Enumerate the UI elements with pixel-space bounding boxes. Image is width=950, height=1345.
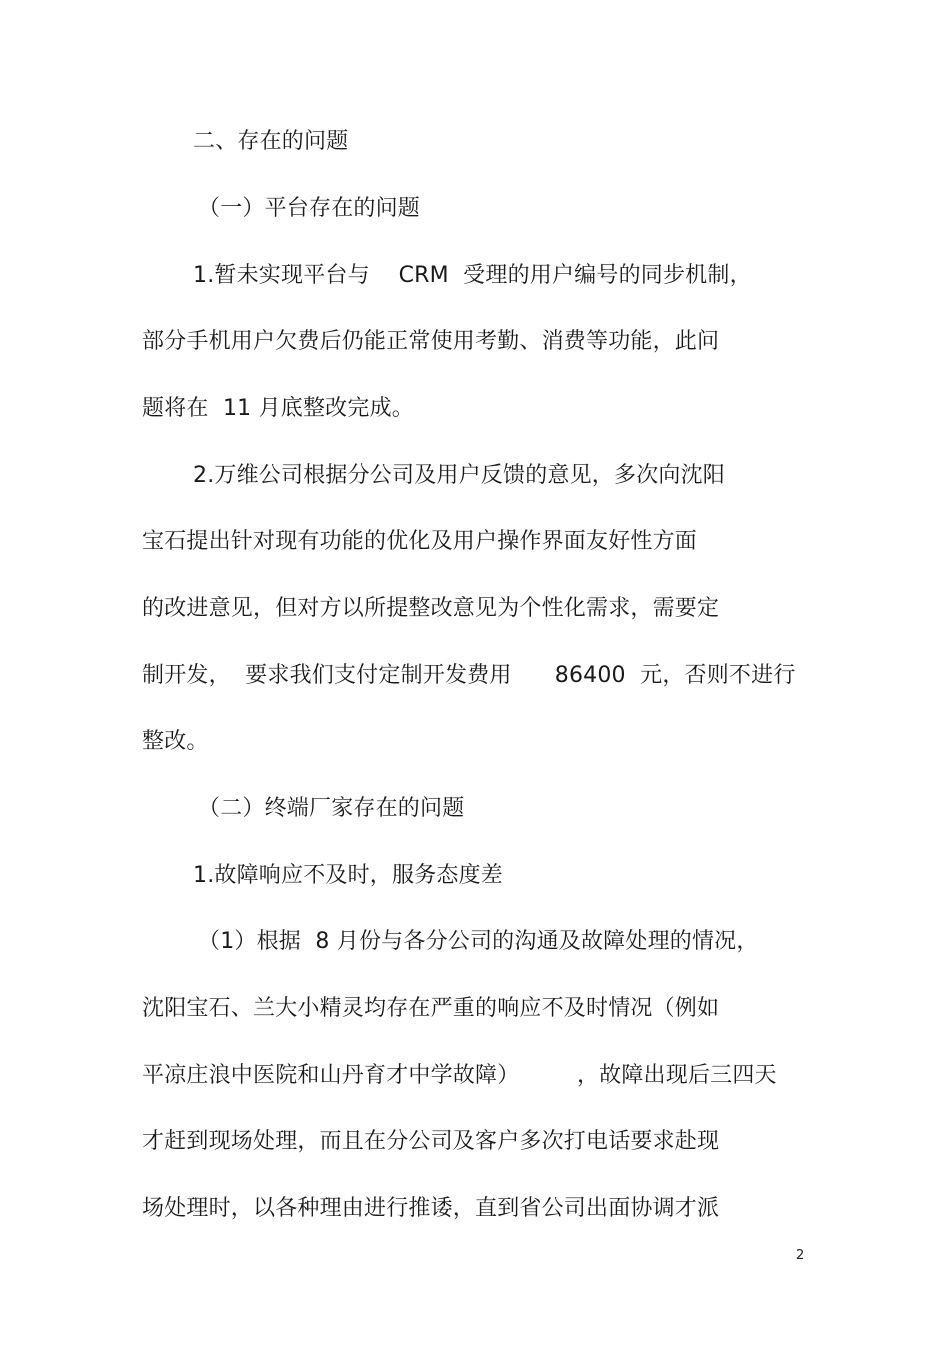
page-number: 2: [796, 1248, 805, 1263]
paragraph-line: 1.故障响应不及时，服务态度差: [193, 863, 503, 888]
subsection-heading: （一）平台存在的问题: [198, 196, 421, 221]
subsection-heading: （二）终端厂家存在的问题: [198, 796, 465, 821]
paragraph-line: 的改进意见，但对方以所提整改意见为个性化需求，需要定: [142, 596, 720, 621]
paragraph-line: （1）根据 8 月份与各分公司的沟通及故障处理的情况，: [198, 929, 759, 954]
paragraph-line: 才赶到现场处理，而且在分公司及客户多次打电话要求赴现: [142, 1129, 720, 1154]
paragraph-line: 制开发， 要求我们支付定制开发费用 86400 元，否则不进行: [142, 663, 796, 688]
paragraph-line: 题将在 11 月底整改完成。: [142, 396, 414, 421]
paragraph-line: 整改。: [142, 729, 209, 754]
paragraph-line: 沈阳宝石、兰大小精灵均存在严重的响应不及时情况（例如: [142, 996, 720, 1021]
paragraph-line: 场处理时，以各种理由进行推诿，直到省公司出面协调才派: [142, 1196, 720, 1221]
paragraph-line: 部分手机用户欠费后仍能正常使用考勤、消费等功能，此问: [142, 329, 720, 354]
paragraph-line: 宝石提出针对现有功能的优化及用户操作界面友好性方面: [142, 529, 698, 554]
paragraph-line: 1.暂未实现平台与 CRM 受理的用户编号的同步机制，: [193, 263, 752, 288]
paragraph-line: 平凉庄浪中医院和山丹育才中学故障） ，故障出现后三四天: [142, 1063, 777, 1088]
paragraph-line: 2.万维公司根据分公司及用户反馈的意见，多次向沈阳: [193, 463, 725, 488]
section-heading: 二、存在的问题: [193, 129, 349, 154]
